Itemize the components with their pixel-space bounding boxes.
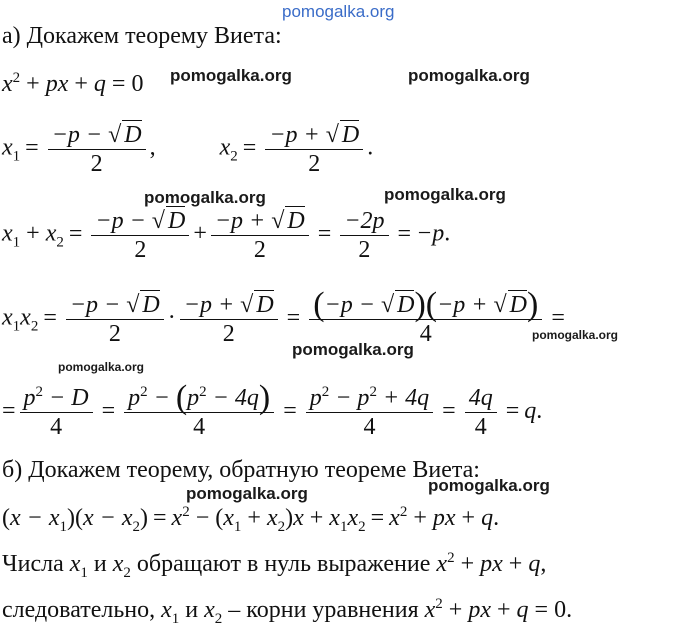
text-roots: – корни уравнения — [228, 597, 419, 623]
watermark-3: pomogalka.org — [144, 188, 266, 207]
watermark-2: pomogalka.org — [408, 66, 530, 85]
watermark-5: pomogalka.org — [292, 340, 414, 359]
watermark-1: pomogalka.org — [170, 66, 292, 85]
statement-line-1: Числа $x_1$ и $x_2$ обращают в нуль выражение $x^2$ + px + q, — [2, 550, 547, 581]
text-zero: обращают в нуль выражение — [136, 551, 431, 577]
quadratic-equation: $x^2$ + px + q = 0 — [2, 70, 144, 97]
text-and-2: и — [185, 597, 199, 623]
text-numbers: Числа — [2, 551, 64, 577]
heading-a: а) Докажем теорему Виета: — [2, 23, 282, 49]
watermark-9: pomogalka.org — [428, 476, 550, 495]
text-and: и — [93, 551, 107, 577]
text-hence: следовательно, — [2, 597, 156, 623]
roots-formula: $x_1$ = $\frac{-p - √ D}{2}$ , $x_2$ = $\frac{-p + √ D}{2}$ . — [2, 122, 374, 177]
sum-of-roots: $x_1 + x_2$ = $\frac{-p - √ D}{2}$ + $\frac{-p + √ D}{2}$ = $\frac{-2p}{2}$ = −p. — [2, 207, 451, 263]
heading-b: б) Докажем теорему, обратную теореме Виета: — [2, 457, 480, 483]
site-watermark-top: pomogalka.org — [282, 2, 395, 21]
watermark-6: pomogalka.org — [532, 328, 619, 342]
watermark-7: pomogalka.org — [58, 360, 145, 374]
statement-line-2: следовательно, $x_1$ и $x_2$ – корни уравнения $x^2$ + px + q = 0. — [2, 596, 573, 627]
product-of-roots: $x_1x_2$ = $\frac{-p - √ D}{2}$ · $\frac{-p + √ D}{2}$ = $\frac{(-p - √ D)(-p + √ D)}{4}$ = — [2, 286, 565, 347]
watermark-4: pomogalka.org — [384, 185, 506, 204]
product-continuation: = $\frac{p^2 - D}{4}$ = $\frac{p^2 - (p^2 - 4q)}{4}$ = $\frac{p^2 - p^2 + 4q}{4}$ = $\frac{4q}{4}$ = q. — [2, 379, 543, 440]
factored-expansion: $(x - x_1)(x - x_2) = x^2 - (x_1 + x_2)x + x_1x_2 = x^2$ + px + q. — [2, 504, 500, 535]
watermark-8: pomogalka.org — [186, 484, 308, 503]
